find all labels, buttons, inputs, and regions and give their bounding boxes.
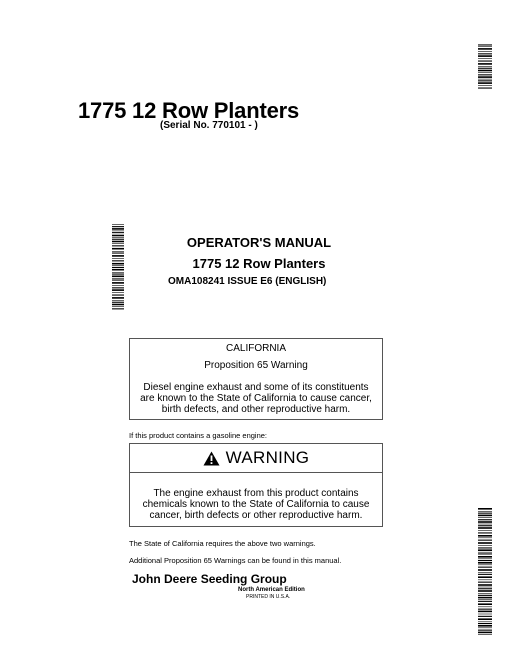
- barcode-bar: [478, 628, 492, 629]
- warning-triangle-icon: [203, 451, 220, 466]
- barcode-bar: [112, 251, 124, 252]
- barcode-bar: [478, 524, 492, 525]
- barcode-bar: [112, 302, 124, 303]
- barcode-bar: [478, 553, 492, 554]
- manual-heading: OPERATOR'S MANUAL: [186, 235, 332, 250]
- barcode-bar: [478, 66, 492, 67]
- barcode-bar: [112, 282, 124, 284]
- barcode-bar: [478, 513, 492, 514]
- barcode-bar: [478, 521, 492, 523]
- barcode-bar: [478, 51, 492, 52]
- barcode-bar: [478, 55, 492, 57]
- edition-label: North American Edition: [238, 587, 305, 593]
- warning-header: [130, 444, 382, 473]
- barcode-bar: [478, 552, 492, 553]
- barcode-bar: [478, 519, 492, 520]
- barcode-bar: [478, 616, 492, 617]
- prop65-text: Diesel engine exhaust and some of its constituents are known to the State of California to cause cancer, birth defects, and other reproductive harm.: [140, 382, 372, 415]
- barcode-bar: [478, 74, 492, 75]
- barcode-bar: [112, 285, 124, 286]
- barcode-bar: [478, 556, 492, 558]
- barcode-bar: [112, 226, 124, 227]
- barcode-bar: [478, 535, 492, 537]
- barcode-bar: [478, 580, 492, 581]
- barcode-bar: [478, 623, 492, 624]
- barcode-bar: [478, 532, 492, 533]
- serial-number: (Serial No. 770101 - ): [160, 120, 258, 131]
- prop65-box: [129, 338, 383, 420]
- barcode-bar: [478, 572, 492, 573]
- manual-code: OMA108241 ISSUE E6 (ENGLISH): [168, 276, 327, 287]
- barcode-bar: [478, 634, 492, 635]
- barcode-bar: [478, 72, 492, 73]
- barcode-bar: [478, 569, 492, 571]
- barcode-bar: [478, 630, 492, 631]
- warning-label: WARNING: [225, 448, 310, 467]
- barcode-bar: [478, 584, 492, 586]
- barcode-bar: [478, 611, 492, 613]
- barcode-bar: [478, 44, 492, 45]
- barcode-bar: [112, 272, 124, 273]
- barcode-bar: [112, 304, 124, 306]
- barcode-bar: [112, 295, 124, 296]
- barcode-bar: [478, 508, 492, 510]
- printed-label: PRINTED IN U.S.A.: [246, 594, 291, 600]
- prop65-label: Proposition 65 Warning: [204, 360, 308, 371]
- barcode-bar: [478, 614, 492, 615]
- barcode-bar: [478, 53, 492, 54]
- requirement-note: The State of California requires the above two warnings.: [129, 539, 316, 548]
- barcode-bar: [112, 292, 124, 293]
- barcode-bar: [478, 61, 492, 62]
- barcode-bar: [478, 525, 492, 526]
- barcode-bar: [478, 618, 492, 620]
- barcode-bar: [478, 625, 492, 627]
- barcode-bar: [112, 276, 124, 278]
- barcode-bar: [478, 601, 492, 602]
- barcode-bar: [478, 79, 492, 80]
- barcode-bar: [478, 545, 492, 546]
- barcode-bar: [478, 530, 492, 531]
- barcode-bar: [478, 599, 492, 600]
- barcode-bar: [478, 590, 492, 592]
- barcode-bar: [478, 85, 492, 86]
- warning-box: [129, 443, 383, 527]
- barcode-bar: [112, 253, 124, 254]
- barcode-bar: [478, 515, 492, 517]
- publisher-name: John Deere Seeding Group: [132, 572, 287, 586]
- barcode-bar: [112, 297, 124, 299]
- barcode-bar: [478, 70, 492, 72]
- barcode-bar: [478, 68, 492, 69]
- barcode-bar: [478, 597, 492, 599]
- manual-subtitle: 1775 12 Row Planters: [192, 256, 326, 271]
- barcode-bar: [478, 565, 492, 566]
- barcode-bar: [478, 622, 492, 623]
- barcode-bar: [478, 76, 492, 78]
- barcode-bar: [478, 632, 492, 634]
- barcode-bar: [478, 560, 492, 561]
- barcode-bar: [478, 538, 492, 539]
- barcode-bar: [478, 527, 492, 529]
- barcode-bar: [112, 232, 124, 233]
- barcode-bar: [478, 540, 492, 541]
- barcode-bar: [112, 228, 124, 230]
- barcode-bar: [112, 300, 124, 301]
- barcode-bar: [478, 547, 492, 548]
- barcode-bar: [112, 224, 124, 225]
- barcode-bar: [478, 82, 492, 84]
- barcode-bar: [112, 274, 124, 275]
- barcode-bar: [478, 595, 492, 596]
- warning-text: The engine exhaust from this product contains chemicals known to the State of California to cause cancer, birth defects or other reproductive harm.: [142, 488, 370, 521]
- barcode-bar: [478, 48, 492, 50]
- barcode-bar: [478, 582, 492, 583]
- barcode-bottom-right: [478, 508, 500, 636]
- document-title: 1775 12 Row Planters: [78, 98, 300, 123]
- barcode-bar: [478, 587, 492, 588]
- barcode-bar: [478, 593, 492, 594]
- barcode-bar: [478, 567, 492, 568]
- barcode-bar: [112, 306, 124, 307]
- barcode-bar: [478, 517, 492, 518]
- barcode-bar: [478, 542, 492, 544]
- barcode-bar: [478, 549, 492, 551]
- barcode-bar: [112, 289, 124, 291]
- gasoline-note: If this product contains a gasoline engine:: [129, 431, 268, 440]
- barcode-bar: [478, 588, 492, 589]
- barcode-bar: [478, 88, 492, 89]
- barcode-bar: [478, 609, 492, 610]
- barcode-top-right: [478, 44, 500, 90]
- barcode-bar: [112, 231, 124, 232]
- barcode-bar: [478, 80, 492, 81]
- barcode-bar: [478, 511, 492, 512]
- barcode-bar: [478, 63, 492, 65]
- barcode-bar: [478, 58, 492, 59]
- prop65-state: CALIFORNIA: [225, 343, 286, 354]
- barcode-bar: [478, 559, 492, 560]
- barcode-bar: [478, 562, 492, 564]
- barcode-bar: [112, 278, 124, 279]
- barcode-bar: [478, 576, 492, 578]
- barcode-bar: [112, 308, 124, 309]
- additional-warnings-note: Additional Proposition 65 Warnings can be found in this manual.: [129, 556, 342, 565]
- barcode-bar: [112, 287, 124, 288]
- barcode-bar: [478, 607, 492, 608]
- barcode-bar: [112, 280, 124, 281]
- barcode-bar: [478, 46, 492, 47]
- barcode-bar: [478, 603, 492, 605]
- barcode-bar: [478, 574, 492, 575]
